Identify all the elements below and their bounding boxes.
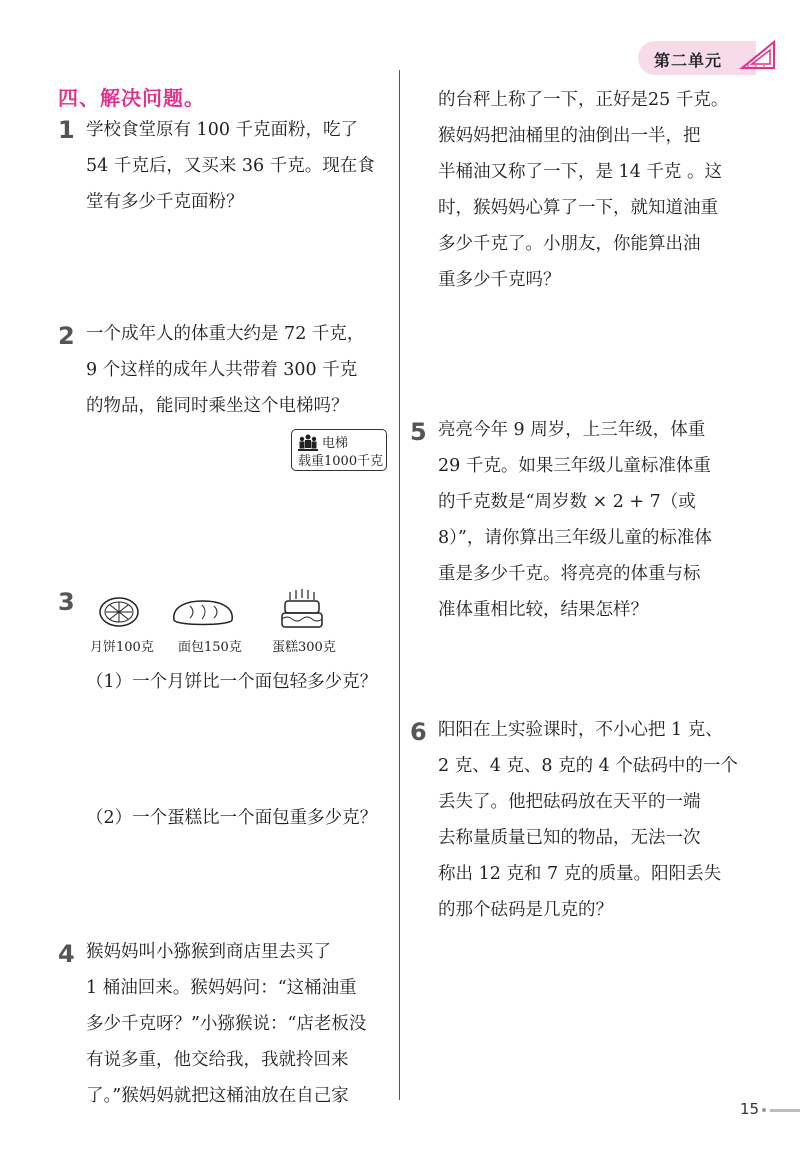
- question-number-5: 5: [410, 418, 427, 446]
- question-number-3: 3: [58, 588, 75, 616]
- text-line: 猴妈妈把油桶里的油倒出一半，把: [438, 126, 701, 146]
- text-line: 了。”猴妈妈就把这桶油放在自己家: [86, 1086, 349, 1106]
- text-line: 阳阳在上实验课时，不小心把 1 克、: [438, 720, 723, 740]
- question-number-4: 4: [58, 940, 75, 968]
- question-number-6: 6: [410, 718, 427, 746]
- text-line: 的那个砝码是几克的？: [438, 900, 613, 920]
- question-4-text-left: [86, 934, 366, 1114]
- text-line: 时，猴妈妈心算了一下，就知道油重: [438, 198, 718, 218]
- question-6-text: [438, 712, 738, 928]
- page-dot: [762, 1108, 766, 1112]
- text-line: 准体重相比较，结果怎样？: [438, 600, 648, 620]
- question-3-sub-2: （2）一个蛋糕比一个面包重多少克？: [86, 808, 378, 828]
- text-line: 8）”，请你算出三年级儿童的标准体: [438, 528, 712, 548]
- text-line: 去称量质量已知的物品，无法一次: [438, 828, 701, 848]
- text-line: 的千克数是“周岁数 × 2 + 7（或: [438, 492, 696, 512]
- text-line: 称出 12 克和 7 克的质量。阳阳丢失: [438, 864, 722, 884]
- mooncake-icon: [98, 596, 140, 628]
- text-line: 多少千克了。小朋友，你能算出油: [438, 234, 701, 254]
- question-3-sub-1: （1）一个月饼比一个面包轻多少克？: [86, 672, 378, 692]
- bread-label: 面包150克: [178, 640, 242, 655]
- text-line: 的物品，能同时乘坐这个电梯吗？: [86, 396, 349, 416]
- question-2-text: [86, 316, 364, 424]
- bread-icon: [170, 598, 236, 628]
- text-line: 堂有多少千克面粉？: [86, 192, 244, 212]
- text-line: 9 个这样的成年人共带着 300 千克: [86, 360, 358, 380]
- question-number-2: 2: [58, 322, 75, 350]
- page-bar: [770, 1109, 800, 1112]
- section-title: 四、解决问题。: [58, 86, 205, 110]
- elevator-sign-capacity: 载重1000千克: [298, 454, 384, 469]
- text-line: 多少千克呀？”小猕猴说：“店老板没: [86, 1014, 367, 1034]
- mooncake-label: 月饼100克: [90, 640, 154, 655]
- text-line: 29 千克。如果三年级儿童标准体重: [438, 456, 711, 476]
- text-line: 学校食堂原有 100 千克面粉，吃了: [86, 120, 359, 140]
- triangle-ruler-icon: [738, 38, 778, 72]
- question-5-text: [438, 412, 712, 628]
- question-4-text-right: [438, 82, 728, 298]
- text-line: 一个成年人的体重大约是 72 千克，: [86, 324, 365, 344]
- text-line: 亮亮今年 9 周岁，上三年级，体重: [438, 420, 706, 440]
- text-line: 丢失了。他把砝码放在天平的一端: [438, 792, 701, 812]
- text-line: 1 桶油回来。猴妈妈问：“这桶油重: [86, 978, 357, 998]
- text-line: 2 克、4 克、8 克的 4 个砝码中的一个: [438, 756, 738, 776]
- cake-label: 蛋糕300克: [272, 640, 336, 655]
- page-number: 15: [740, 1100, 760, 1118]
- question-number-1: 1: [58, 116, 75, 144]
- column-divider: [399, 70, 400, 1100]
- text-line: 猴妈妈叫小猕猴到商店里去买了: [86, 942, 331, 962]
- elevator-sign: [291, 429, 387, 471]
- text-line: 有说多重，他交给我，我就拎回来: [86, 1050, 349, 1070]
- text-line: 重多少千克吗？: [438, 270, 561, 290]
- cake-icon: [280, 588, 324, 630]
- question-1-text: [86, 112, 375, 220]
- text-line: 重是多少千克。将亮亮的体重与标: [438, 564, 701, 584]
- unit-label: 第二单元: [654, 51, 723, 70]
- text-line: 半桶油又称了一下，是 14 千克 。这: [438, 162, 722, 182]
- elevator-sign-title: 电梯: [322, 436, 349, 451]
- text-line: 的台秤上称了一下，正好是25 千克。: [438, 90, 729, 110]
- text-line: 54 千克后，又买来 36 千克。现在食: [86, 156, 375, 176]
